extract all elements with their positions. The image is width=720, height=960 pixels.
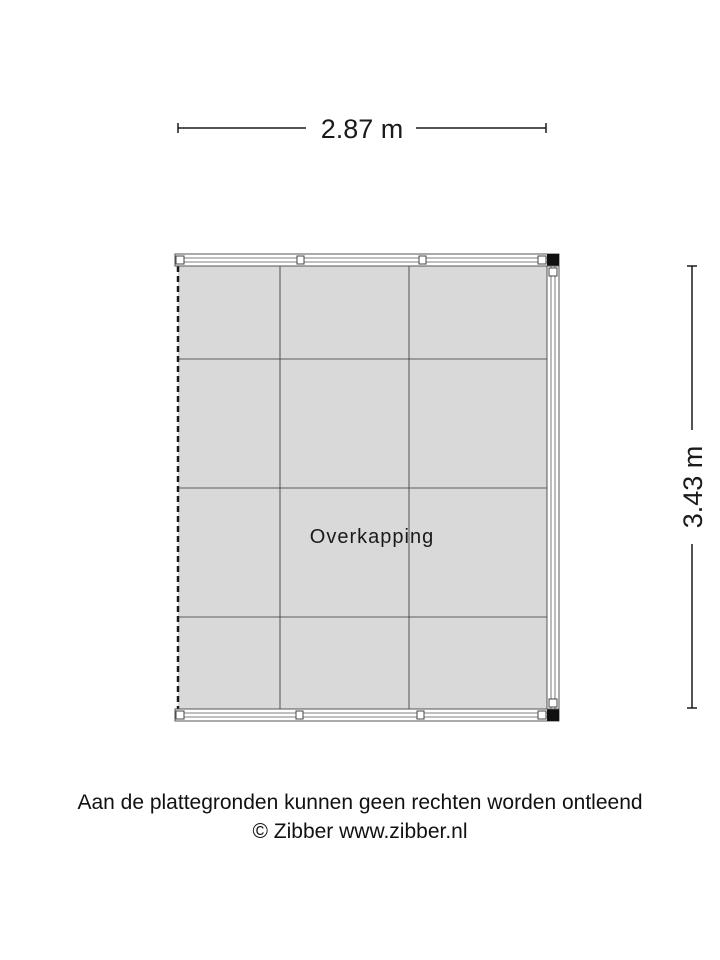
- room-overkapping: [175, 254, 559, 721]
- height-dimension: [678, 266, 708, 708]
- top-glass-wall: [175, 254, 559, 266]
- right-post-1: [549, 268, 557, 276]
- bottom-wall-frame: [175, 709, 559, 721]
- bottom-glass-wall: [175, 709, 559, 721]
- right-post-2: [549, 699, 557, 707]
- bottom-post-1: [176, 711, 184, 719]
- disclaimer-text: Aan de plattegronden kunnen geen rechten worden ontleend: [77, 791, 643, 814]
- height-dimension-label: 3.43 m: [678, 445, 708, 529]
- top-wall-frame: [175, 254, 559, 266]
- top-post-3: [419, 256, 426, 264]
- top-post-4: [538, 256, 546, 264]
- bottom-post-4: [538, 711, 546, 719]
- top-right-corner-column: [547, 254, 559, 266]
- right-wall-frame: [547, 266, 559, 709]
- width-dimension-label: 2.87 m: [320, 114, 404, 144]
- right-glass-wall: [547, 266, 559, 709]
- top-post-1: [176, 256, 184, 264]
- copyright-text: © Zibber www.zibber.nl: [252, 820, 468, 843]
- room-floor: [178, 266, 547, 709]
- width-dimension: [178, 114, 546, 144]
- room-label: Overkapping: [309, 526, 435, 548]
- top-post-2: [297, 256, 304, 264]
- bottom-post-2: [296, 711, 303, 719]
- bottom-right-corner-column: [547, 709, 559, 721]
- bottom-post-3: [417, 711, 424, 719]
